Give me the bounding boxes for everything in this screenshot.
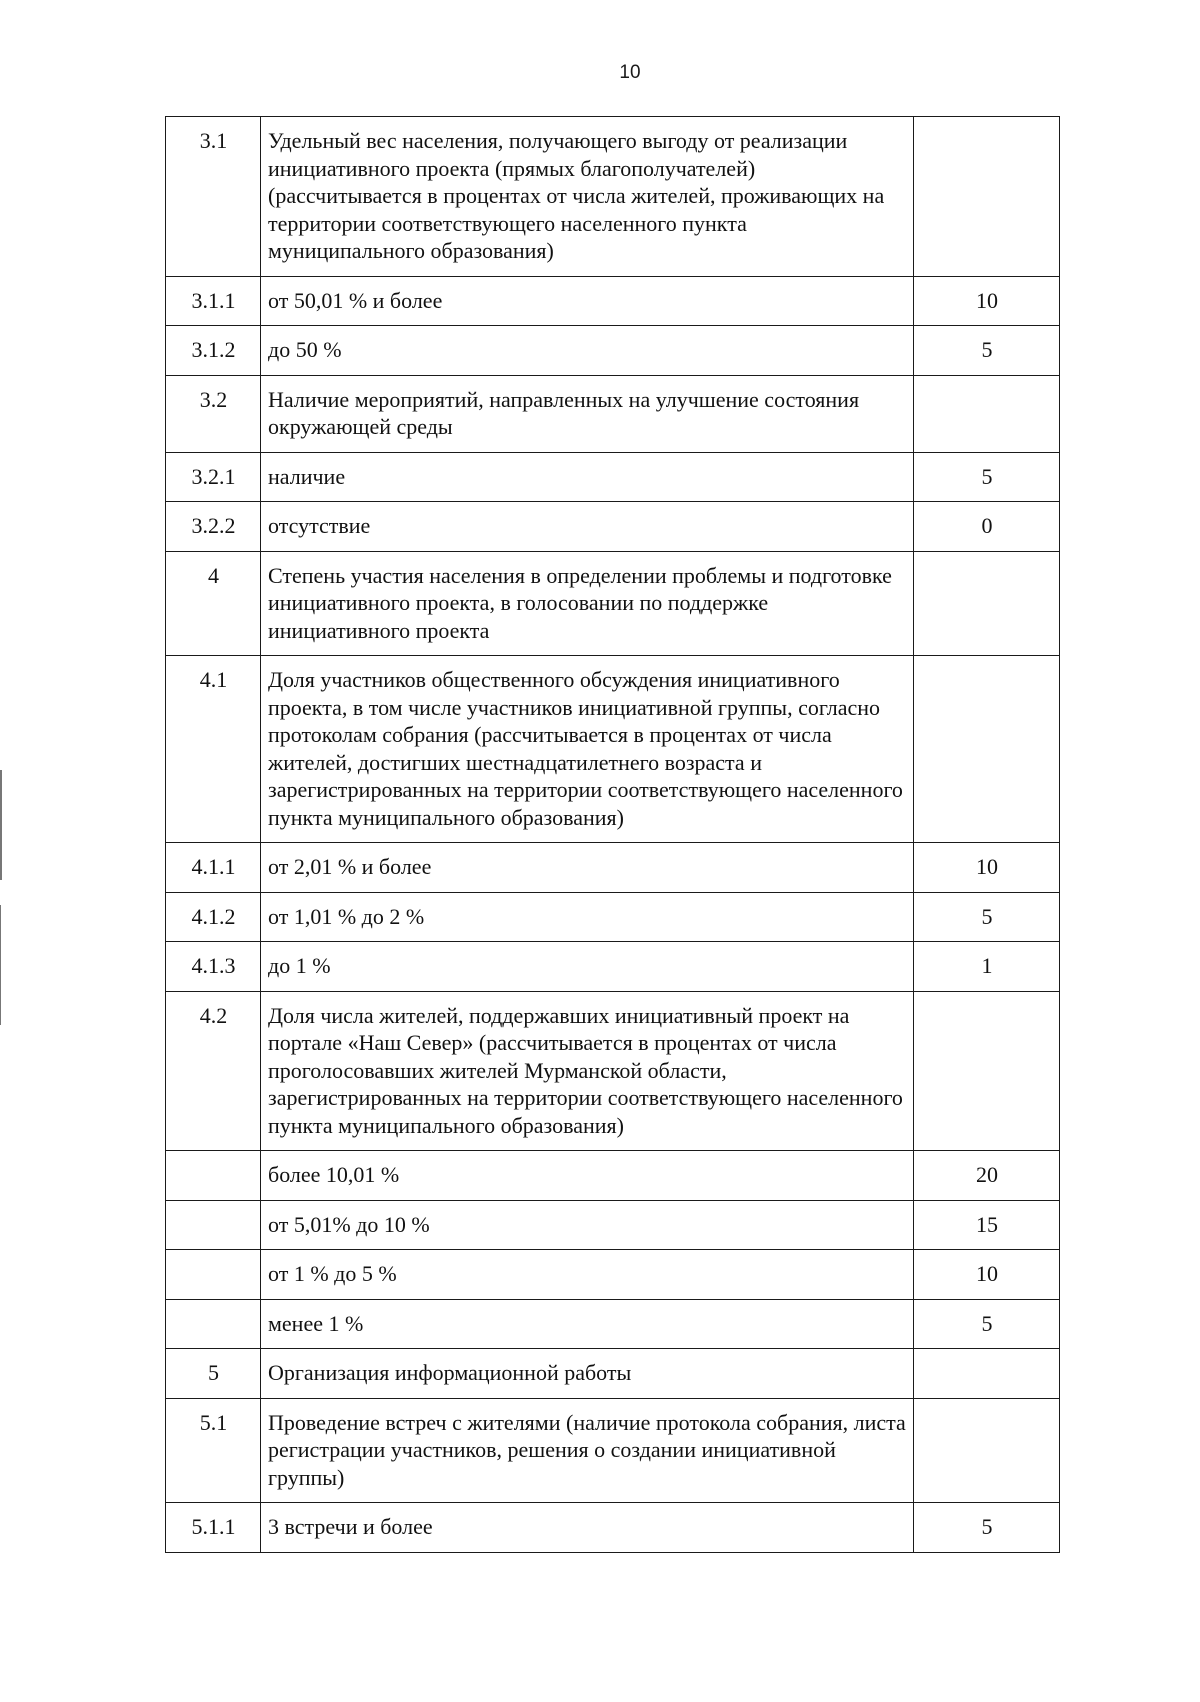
score-cell bbox=[914, 375, 1060, 452]
row-number: 3.2 bbox=[166, 375, 261, 452]
score-cell: 5 bbox=[914, 1503, 1060, 1553]
criterion-text: Организация информационной работы bbox=[261, 1349, 914, 1399]
table-row bbox=[166, 991, 1060, 1151]
row-number bbox=[166, 1200, 261, 1250]
scan-edge-mark bbox=[0, 770, 2, 880]
criterion-text: Наличие мероприятий, направленных на улучшение состояния окружающей среды bbox=[261, 375, 914, 452]
criterion-text: наличие bbox=[261, 452, 914, 502]
criterion-text: Удельный вес населения, получающего выгоду от реализации инициативного проекта (прямых благополучателей) (рассчитывается в процентах от числа жителей, проживающих на территории соответствующего населенного пункта муниципального образования) bbox=[261, 117, 914, 277]
score-cell: 10 bbox=[914, 1250, 1060, 1300]
table-row bbox=[166, 1151, 1060, 1201]
score-cell bbox=[914, 1398, 1060, 1503]
score-cell: 5 bbox=[914, 452, 1060, 502]
score-cell: 5 bbox=[914, 1299, 1060, 1349]
table-row bbox=[166, 452, 1060, 502]
row-number: 4.1.1 bbox=[166, 843, 261, 893]
table-row bbox=[166, 1349, 1060, 1399]
criterion-text: отсутствие bbox=[261, 502, 914, 552]
scan-edge-mark bbox=[0, 905, 1, 1025]
table-row bbox=[166, 1398, 1060, 1503]
criterion-text: до 1 % bbox=[261, 942, 914, 992]
row-number: 3.1 bbox=[166, 117, 261, 277]
criterion-text: от 50,01 % и более bbox=[261, 276, 914, 326]
score-cell bbox=[914, 1349, 1060, 1399]
score-cell: 5 bbox=[914, 892, 1060, 942]
score-cell: 15 bbox=[914, 1200, 1060, 1250]
row-number bbox=[166, 1151, 261, 1201]
table-row bbox=[166, 1200, 1060, 1250]
criterion-text: от 1,01 % до 2 % bbox=[261, 892, 914, 942]
row-number: 4 bbox=[166, 551, 261, 656]
row-number: 3.2.2 bbox=[166, 502, 261, 552]
criterion-text: Доля числа жителей, поддержавших инициативный проект на портале «Наш Север» (рассчитывается в процентах от числа проголосовавших жителей Мурманской области, зарегистрированных на территории соответствующего населенного пункта муниципального образования) bbox=[261, 991, 914, 1151]
criterion-text: от 2,01 % и более bbox=[261, 843, 914, 893]
table-row bbox=[166, 1299, 1060, 1349]
score-cell: 1 bbox=[914, 942, 1060, 992]
criterion-text: менее 1 % bbox=[261, 1299, 914, 1349]
score-cell bbox=[914, 117, 1060, 277]
criterion-text: 3 встречи и более bbox=[261, 1503, 914, 1553]
criterion-text: от 1 % до 5 % bbox=[261, 1250, 914, 1300]
row-number: 4.1 bbox=[166, 656, 261, 843]
table-row bbox=[166, 1250, 1060, 1300]
row-number: 3.1.1 bbox=[166, 276, 261, 326]
score-cell bbox=[914, 656, 1060, 843]
row-number: 5.1.1 bbox=[166, 1503, 261, 1553]
criteria-table bbox=[165, 116, 1060, 1553]
table-row bbox=[166, 502, 1060, 552]
table-row bbox=[166, 326, 1060, 376]
row-number: 4.1.2 bbox=[166, 892, 261, 942]
row-number: 3.1.2 bbox=[166, 326, 261, 376]
score-cell bbox=[914, 551, 1060, 656]
row-number bbox=[166, 1250, 261, 1300]
row-number: 3.2.1 bbox=[166, 452, 261, 502]
criterion-text: от 5,01% до 10 % bbox=[261, 1200, 914, 1250]
row-number: 5 bbox=[166, 1349, 261, 1399]
page-number: 10 bbox=[619, 62, 641, 83]
row-number bbox=[166, 1299, 261, 1349]
score-cell: 5 bbox=[914, 326, 1060, 376]
criterion-text: Доля участников общественного обсуждения инициативного проекта, в том числе участников инициативной группы, согласно протоколам собрания (рассчитывается в процентах от числа жителей, достигших шестнадцатилетнего возраста и зарегистрированных на территории соответствующего населенного пункта муниципального образования) bbox=[261, 656, 914, 843]
criterion-text: до 50 % bbox=[261, 326, 914, 376]
score-cell: 10 bbox=[914, 843, 1060, 893]
table-row bbox=[166, 1503, 1060, 1553]
table-row bbox=[166, 551, 1060, 656]
table-row bbox=[166, 117, 1060, 277]
row-number: 5.1 bbox=[166, 1398, 261, 1503]
score-cell bbox=[914, 991, 1060, 1151]
table-row bbox=[166, 942, 1060, 992]
row-number: 4.2 bbox=[166, 991, 261, 1151]
score-cell: 0 bbox=[914, 502, 1060, 552]
table-row bbox=[166, 375, 1060, 452]
criterion-text: Степень участия населения в определении проблемы и подготовке инициативного проекта, в голосовании по поддержке инициативного проекта bbox=[261, 551, 914, 656]
score-cell: 10 bbox=[914, 276, 1060, 326]
table-row bbox=[166, 656, 1060, 843]
table-row bbox=[166, 843, 1060, 893]
score-cell: 20 bbox=[914, 1151, 1060, 1201]
row-number: 4.1.3 bbox=[166, 942, 261, 992]
criterion-text: более 10,01 % bbox=[261, 1151, 914, 1201]
table-row bbox=[166, 892, 1060, 942]
table-row bbox=[166, 276, 1060, 326]
criterion-text: Проведение встреч с жителями (наличие протокола собрания, листа регистрации участников, решения о создании инициативной группы) bbox=[261, 1398, 914, 1503]
